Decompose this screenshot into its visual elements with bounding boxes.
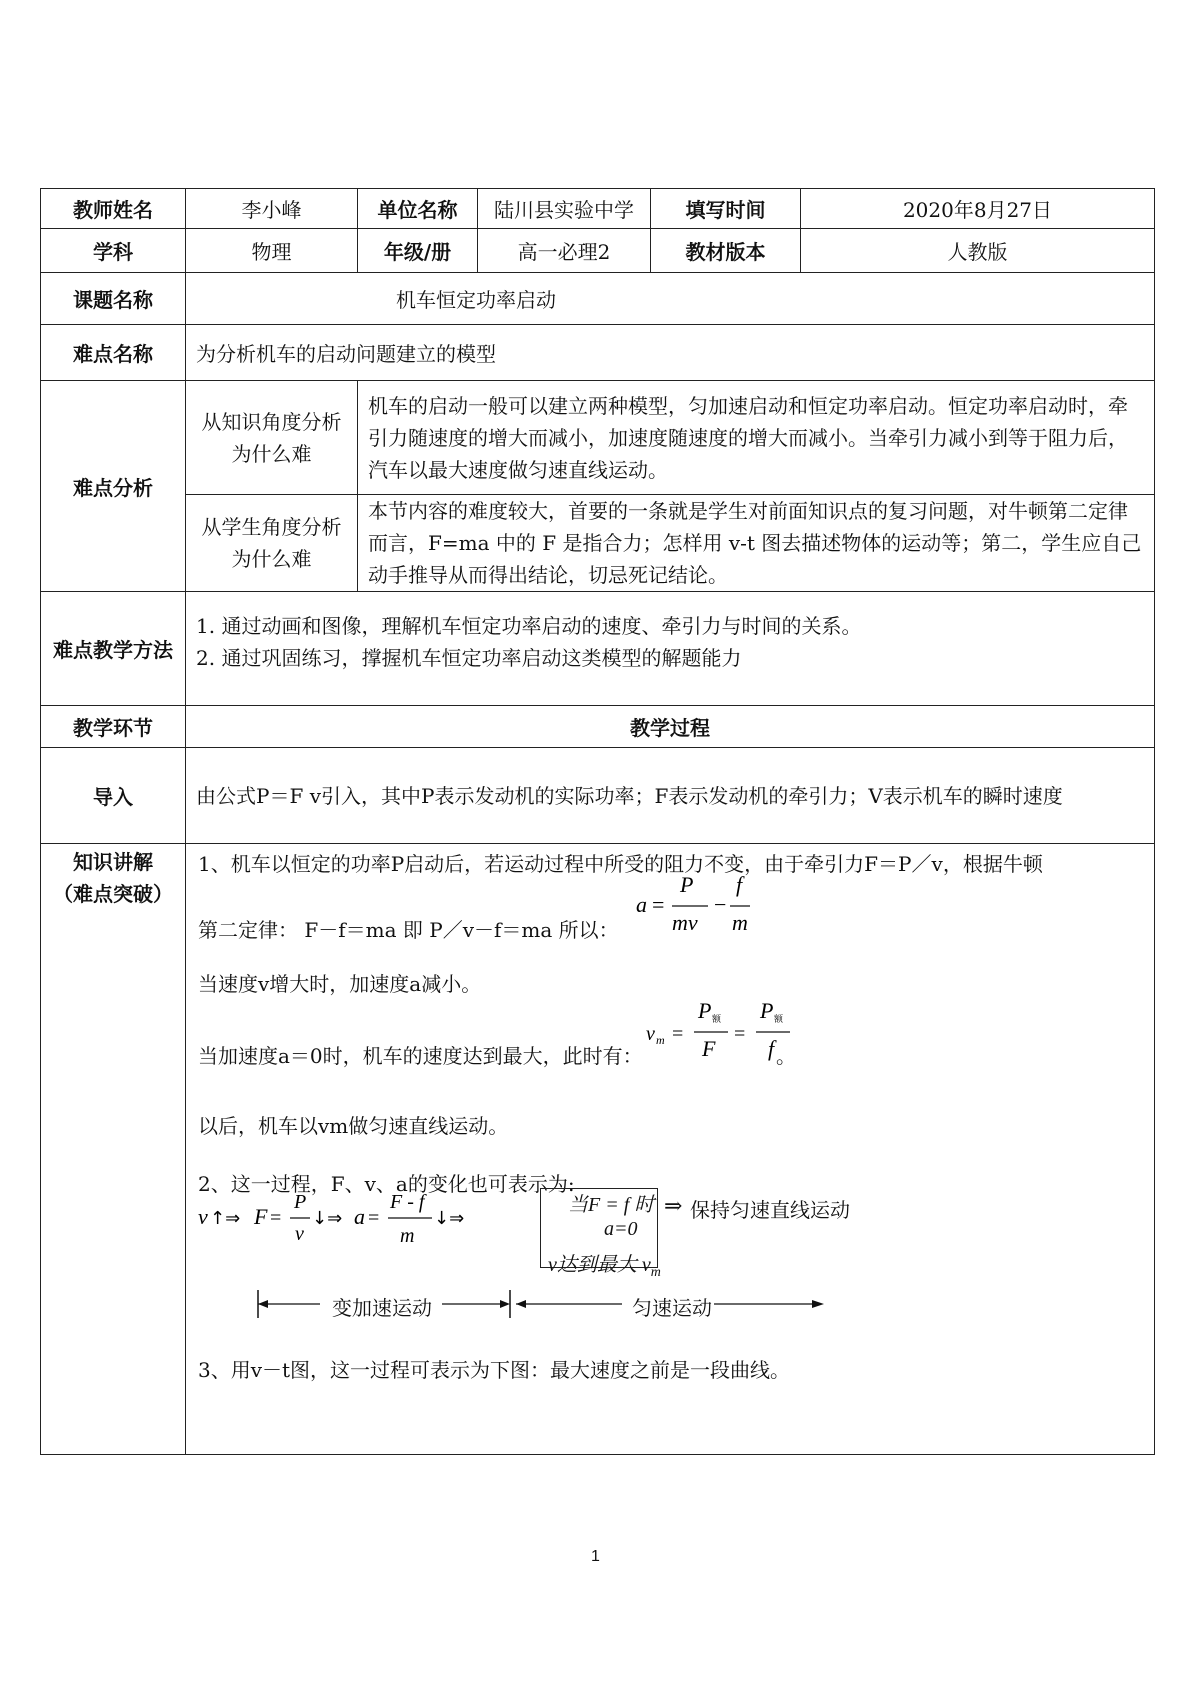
intro-label: 导入 — [41, 748, 186, 844]
lesson-plan-table — [40, 188, 1155, 1455]
variable-motion-label: 变加速运动 — [332, 1296, 432, 1320]
knowledge-line-4-end: 。 — [776, 1044, 796, 1068]
vmax-eq2: = — [734, 1023, 746, 1045]
topic-row — [41, 273, 1155, 325]
knowledge-label-2: （难点突破） — [53, 882, 173, 906]
knowledge-row — [41, 844, 1155, 1455]
grade-label: 年级/册 — [358, 229, 478, 273]
implies-arrow: ⇒ — [664, 1194, 683, 1219]
knowledge-angle-line1: 从知识角度分析 — [201, 409, 342, 434]
chain-Ff: F - f — [390, 1191, 425, 1213]
unit-value: 陆川县实验中学 — [478, 189, 651, 229]
vmax-f: f — [768, 1036, 775, 1061]
header-row-1 — [41, 189, 1155, 229]
process-header-row — [41, 706, 1155, 748]
knowledge-angle-label — [186, 381, 358, 495]
knowledge-content — [186, 844, 1155, 1455]
chain-eq1: = — [270, 1207, 282, 1229]
method-item-1: 1. 通过动画和图像，理解机车恒定功率启动的速度、牵引力与时间的关系。 — [196, 614, 862, 638]
student-angle-line2: 为什么难 — [231, 547, 312, 571]
condition-line-3 — [548, 1248, 661, 1281]
date-value: 2020年8月27日 — [801, 189, 1155, 229]
accel-formula-mv: mv — [672, 910, 698, 935]
difficulty-row — [41, 325, 1155, 381]
intro-row — [41, 748, 1155, 844]
edition-label: 教材版本 — [651, 229, 801, 273]
knowledge-label — [41, 844, 186, 1455]
phase-left-arrowhead — [258, 1300, 268, 1308]
unit-label: 单位名称 — [358, 189, 478, 229]
edition-value: 人教版 — [801, 229, 1155, 273]
change-chain-formula — [194, 1190, 504, 1252]
method-list — [186, 592, 1155, 706]
vmax-F: F — [702, 1036, 716, 1061]
intro-text: 由公式P＝F v引入，其中P表示发动机的实际功率；F表示发动机的牵引力；V表示机车的瞬时速度 — [186, 748, 1155, 844]
knowledge-line-3: 当速度v增大时，加速度a减小。 — [198, 972, 482, 996]
knowledge-line-2: 第二定律： F－f＝ma 即 P／v－f＝ma 所以： — [198, 918, 619, 942]
lesson-plan-sheet — [40, 188, 1154, 1455]
difficulty-label: 难点名称 — [41, 325, 186, 381]
vmax-eq1: = — [672, 1023, 684, 1045]
phase-right-arrowhead — [812, 1300, 824, 1308]
analysis-row-knowledge — [41, 381, 1155, 495]
knowledge-angle-text: 机车的启动一般可以建立两种模型，匀加速启动和恒定功率启动。恒定功率启动时，牵引力随速度的增大而减小，加速度随速度的增大而减小。当牵引力减小到等于阻力后，汽车以最大速度做匀速直线运动。 — [358, 381, 1155, 495]
analysis-label: 难点分析 — [41, 381, 186, 592]
student-angle-label — [186, 495, 358, 592]
accel-formula-m: m — [732, 910, 748, 935]
uniform-motion-label: 匀速运动 — [632, 1296, 712, 1320]
knowledge-line-7: 3、用v－t图，这一过程可表示为下图：最大速度之前是一段曲线。 — [198, 1358, 791, 1382]
chain-F: F — [254, 1204, 268, 1229]
vmax-v: v — [646, 1023, 655, 1045]
condition-line-1: 当F = f 时 — [568, 1194, 655, 1216]
analysis-row-student — [41, 495, 1155, 592]
chain-up: ↑⇒ — [210, 1208, 241, 1229]
subject-value: 物理 — [186, 229, 358, 273]
chain-eq2: = — [368, 1207, 380, 1229]
condition-line-2: a=0 — [604, 1218, 638, 1240]
knowledge-line-4: 当加速度a＝0时，机车的速度达到最大，此时有： — [198, 1044, 643, 1068]
chain-v2: v — [295, 1223, 304, 1245]
accel-formula-f: f — [736, 872, 743, 897]
knowledge-line-6: 2、这一过程，F、v、a的变化也可表示为: — [198, 1172, 575, 1196]
chain-down1: ↓⇒ — [312, 1208, 343, 1229]
topic-label: 课题名称 — [41, 273, 186, 325]
knowledge-angle-line2: 为什么难 — [231, 441, 312, 466]
chain-down2: ↓⇒ — [434, 1208, 465, 1229]
vmax-P1: P — [698, 998, 712, 1023]
method-item-2: 2. 通过巩固练习，撑握机车恒定功率启动这类模型的解题能力 — [196, 646, 742, 670]
accel-formula-a: a — [636, 892, 647, 917]
accel-formula — [636, 872, 776, 936]
process-label: 教学过程 — [186, 706, 1155, 748]
knowledge-line-1: 1、机车以恒定的功率P启动后，若运动过程中所受的阻力不变，由于牵引力F＝P／v，根据牛顿 — [198, 852, 1043, 876]
difficulty-value: 为分析机车的启动问题建立的模型 — [186, 325, 1155, 381]
phase-mid-arrowhead — [500, 1300, 510, 1308]
condition-line-3-sub: m — [650, 1265, 661, 1280]
teacher-label: 教师姓名 — [41, 189, 186, 229]
knowledge-label-1: 知识讲解 — [73, 850, 153, 874]
chain-a: a — [354, 1204, 365, 1229]
grade-value: 高一必理2 — [478, 229, 651, 273]
date-label: 填写时间 — [651, 189, 801, 229]
method-row — [41, 592, 1155, 706]
vmax-P2: P — [760, 998, 774, 1023]
knowledge-line-5: 以后，机车以vm做匀速直线运动。 — [198, 1114, 509, 1138]
teacher-value: 李小峰 — [186, 189, 358, 229]
vmax-P1-sub: 额 — [712, 1015, 722, 1025]
stage-label: 教学环节 — [41, 706, 186, 748]
subject-label: 学科 — [41, 229, 186, 273]
chain-v: v — [198, 1204, 208, 1229]
vmax-P2-sub: 额 — [774, 1015, 784, 1025]
student-angle-text: 本节内容的难度较大，首要的一条就是学生对前面知识点的复习问题，对牛顿第二定律而言，F=ma 中的 F 是指合力；怎样用 v-t 图去描述物体的运动等；第二，学生应自己动手推导从而得出结论，切忌死记结论。 — [358, 495, 1155, 592]
method-label: 难点教学方法 — [41, 592, 186, 706]
vmax-sub: m — [656, 1033, 665, 1047]
header-row-2 — [41, 229, 1155, 273]
chain-m: m — [400, 1225, 415, 1247]
student-angle-line1: 从学生角度分析 — [201, 515, 342, 539]
condition-line-3-text: v达到最大 v — [548, 1254, 651, 1276]
topic-text: 机车恒定功率启动 — [396, 288, 556, 312]
accel-formula-minus: − — [714, 892, 727, 917]
page-number: 1 — [591, 1548, 600, 1565]
chain-P: P — [294, 1191, 307, 1213]
accel-formula-P: P — [680, 872, 694, 897]
keep-uniform-text: 保持匀速直线运动 — [690, 1198, 850, 1222]
topic-value — [186, 273, 1155, 325]
accel-formula-eq: = — [652, 892, 665, 917]
